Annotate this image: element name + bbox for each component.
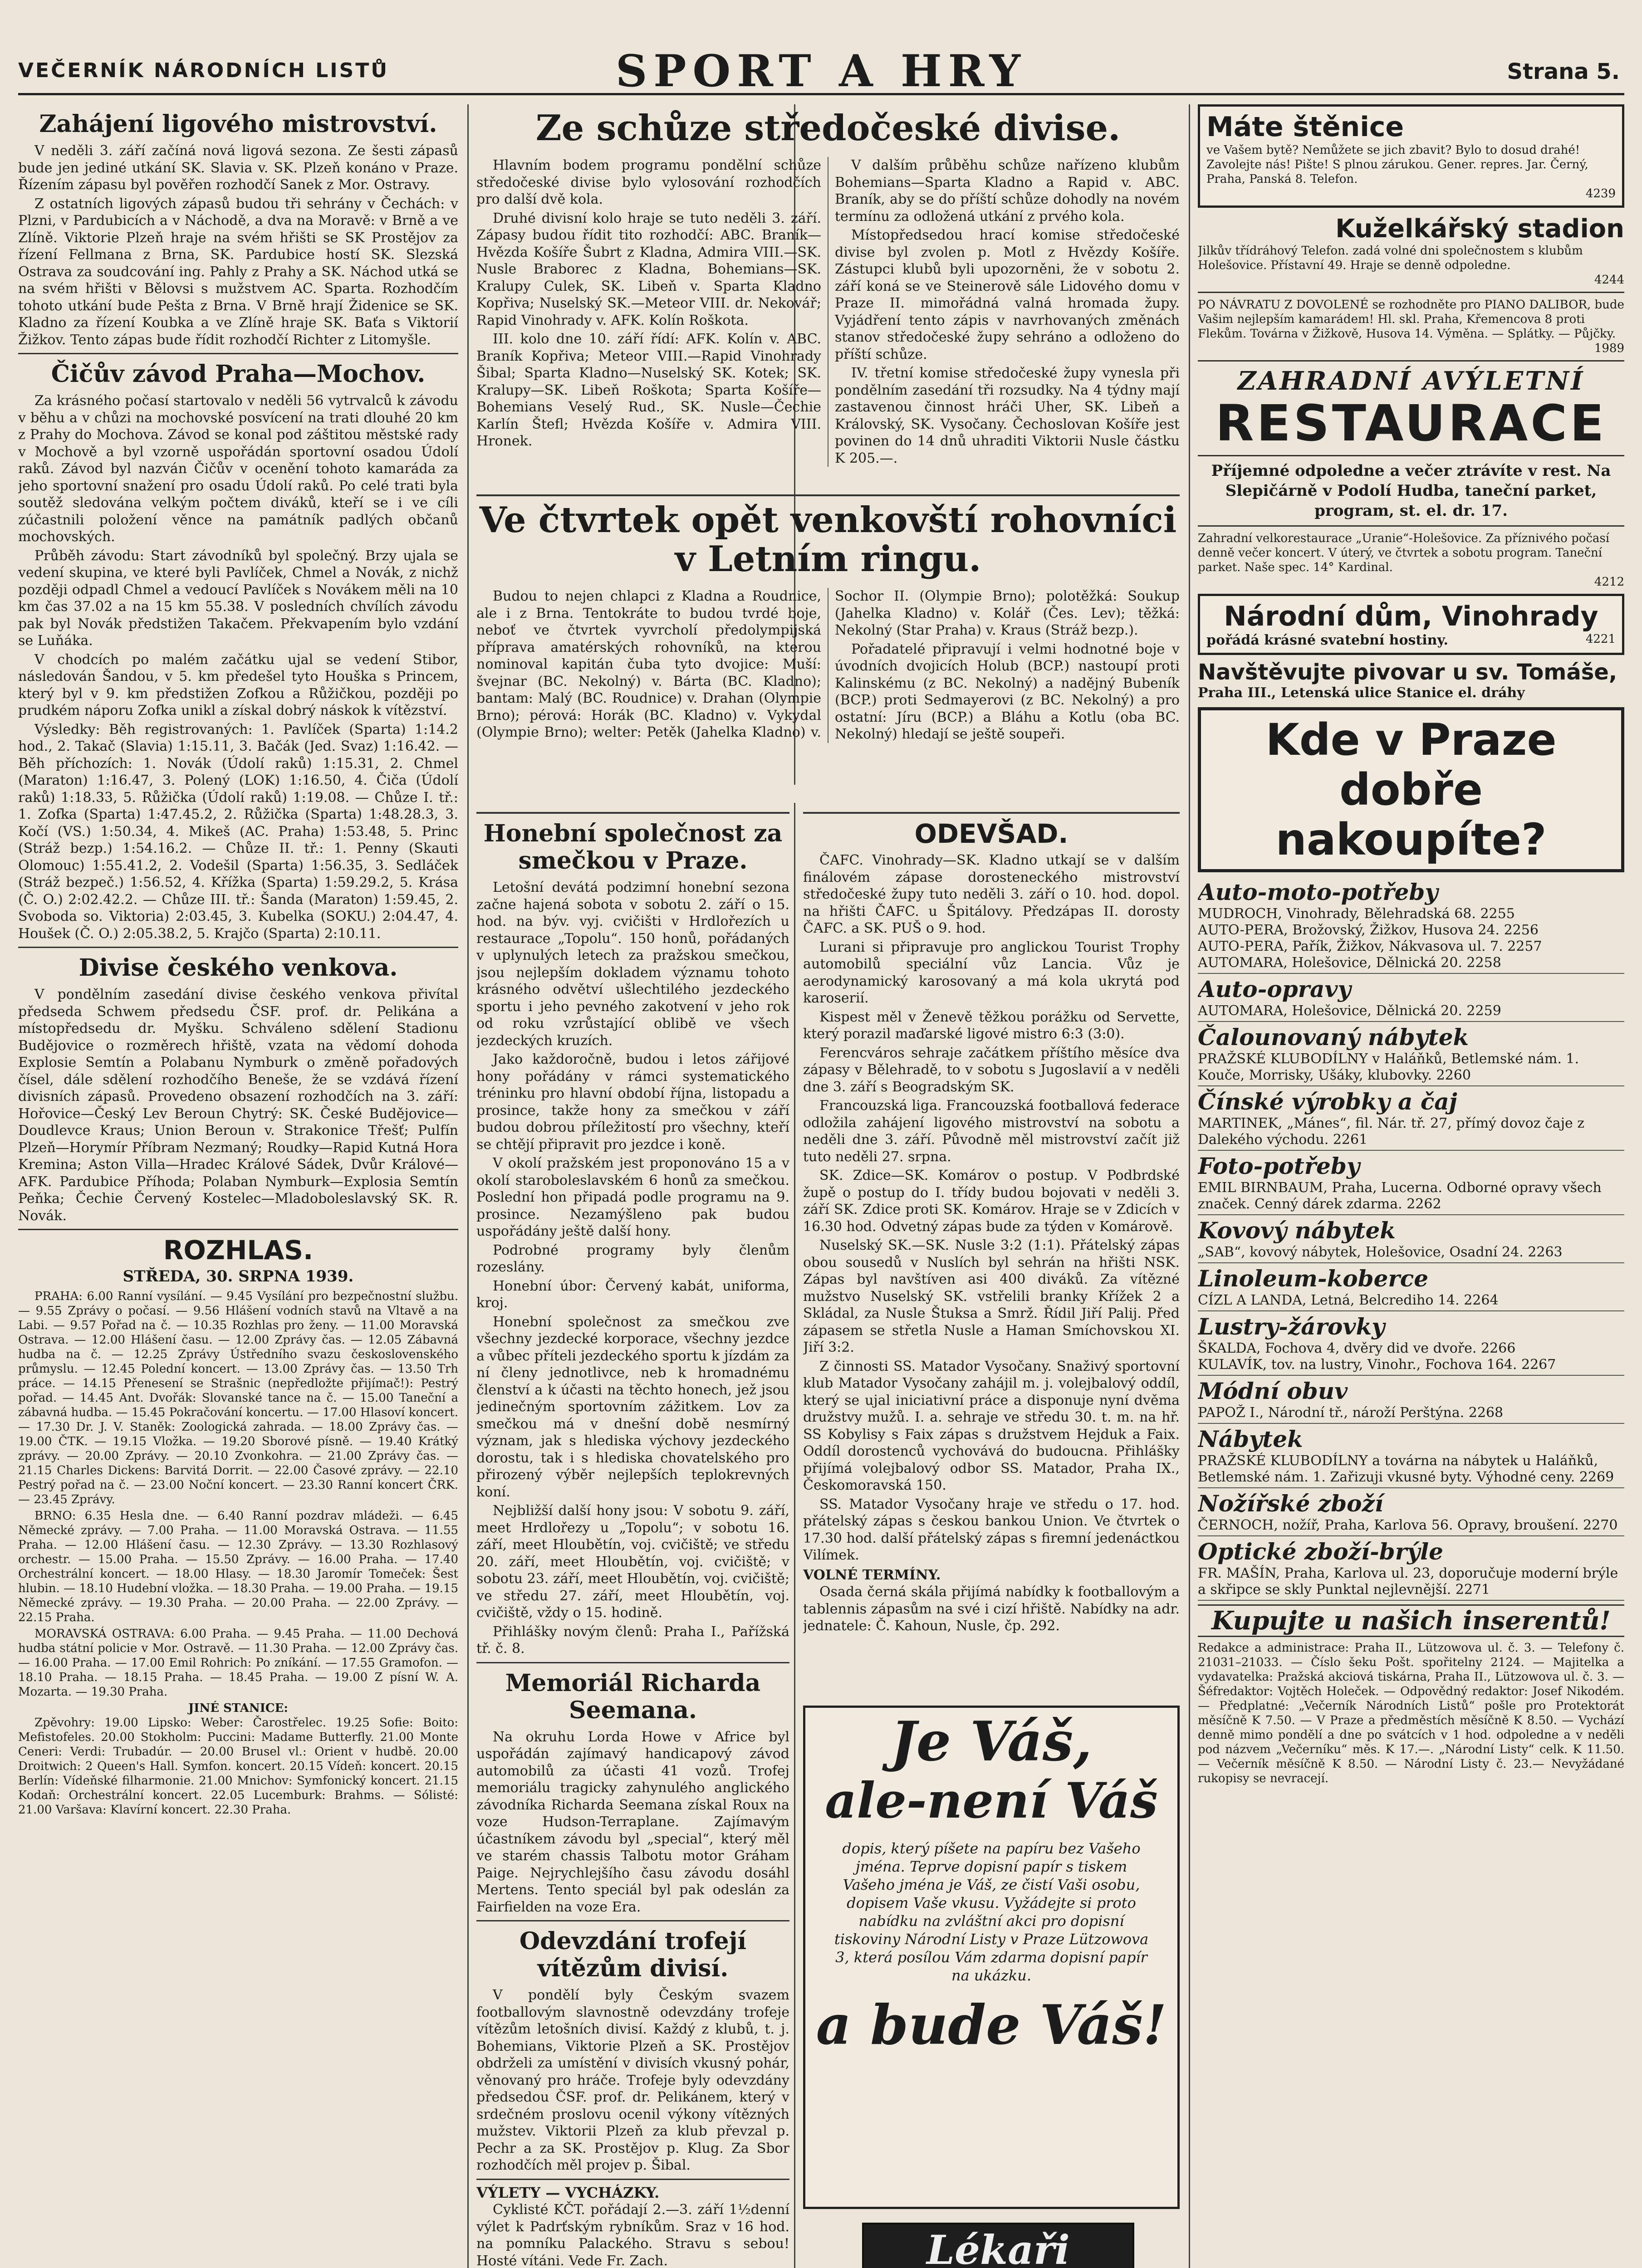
guide-category: Auto-moto-potřeby: [1198, 879, 1438, 905]
news-item: Lurani si připravuje pro anglickou Tourist Trophy automobilů speciální vůz Lancia. Vůz je aerodynamický karosovaný a má kola ukrytá pod karoserií.: [803, 939, 1180, 1006]
stationery-ad: [803, 1706, 1180, 2209]
boxing-article: [476, 494, 1180, 812]
section-heading: VÝLETY — VYCHÁZKY.: [476, 2184, 660, 2201]
guide-category: Optické zboží-brýle: [1198, 1538, 1443, 1565]
radio-program: Zpěvohry: 19.00 Lipsko: Weber: Čarostřelec. 19.25 Sofie: Boito: Mefistofeles. 20.00 Stokholm: Puccini: Madame Butterfly. 21.00 Monte Ceneri: Verdi: Trubadúr. — 20.00 Brusel vl.: Orient v hudbě. 20.00 Droitwich: 2 Queen's Hall. Symfon. koncert. 20.15 Vídeň: koncert. 20.15 Berlín: Vídeňské filharmonie. 21.00 Mnichov: Symfonický koncert. 21.15 Kodaň: Orchestrální koncert. 22.05 Lucemburk: Brahms. — Sólisté: 21.00 Varšava: Klavírní koncert. 22.30 Praha.: [18, 1716, 458, 1817]
ad-text: dopis, který píšete na papíru bez Vašeho jména. Teprve dopisní papír s tiskem Vašeho jména je Váš, ze čistí Vaši osobu, dopisem Vaše vkusu. Vyžádejte si proto nabídku na zvláštní akci pro dopisní tiskoviny Národní Listy v Praze Lützowova 3, která posílou Vám zdarma dopisní papír na ukázku.: [834, 1840, 1149, 1984]
imprint: Redakce a administrace: Praha II., Lützowova ul. č. 3. — Telefony č. 21031–21033. — Číslo šeku Pošt. spořitelny 2124. — Majitelka a vydavatelka: Pražská akciová tiskárna, Praha II., Lützowova ul. č. 3. — Šéfredaktor: Vojtěch Holeček. — Odpovědný redaktor: Josef Nikodém. — Předplatné: „Večerník Národních Listů“ pošle pro Protektorát měsíčně K 7.50. — V Praze a předměstích měsíčně K 8.50. — Vychází denně mimo pondělí a dne po svátcích v 1 hod. odpoledne a v neděli pod názvem „Večerníku“ měs. K 17.—. „Národní Listy“ celk. K 11.50. — Večerník měsíčně K 8.50. — Národní Listy č. 23.— Nevyžádané rukopisy se nevracejí.: [1198, 1641, 1624, 1785]
ad-number: 1989: [1594, 342, 1624, 355]
article-paragraph: Výsledky: Běh registrovaných: 1. Pavlíček (Sparta) 1:14.2 hod., 2. Takač (Slavia) 1:15.11, 3. Bačák (Jed. Svaz) 1:16.42. — Běh příchozích: 1. Novák (Údolí raků) 1:15.31, 2. Chmel (Maraton) 1:16.47, 3. Polený (LOK) 1:16.50, 4. Čiča (Údolí raků) 1:18.33, 5. Růžička (Údolí raků) 1:19.08. — Chůze I. tř.: 1. Zofka (Sparta) 1:47.45.2, 2. Růžička (Sparta) 1:48.28.3, 3. Kočí (VS.) 1:50.34, 4. Mikeš (AC. Praha) 1:53.48, 5. Princ (Stráž bezp.) 1:54.16.2. — Chůze II. tř.: 1. Penny (Skauti Olomouc) 1:55.41.2, 2. Vodešil (Sparta) 1:56.35, 3. Sedláček (Stráž bezpeč.) 1:56.52, 4. Křížka (Sparta) 1:59.29.2, 5. Krása (Č. O.) 2:02.42.2. — Chůze III. tř.: Šanda (Maraton) 1:59.45, 2. Svoboda so. Viktoria) 2:03.45, 3. Kubelka (SOKU.) 2:04.47, 4. Houšek (Č. O.) 2:05.38.2, 5. Krajčo (Sparta) 2:10.11.: [18, 721, 458, 942]
pest-control-ad: [1198, 104, 1624, 208]
article-title: Ve čtvrtek opět venkovští rohovníci v Letním ringu.: [479, 499, 1177, 580]
guide-category: Čalounovaný nábytek: [1198, 1024, 1469, 1051]
shopping-guide-list: [1198, 879, 1624, 1601]
guide-entry: MUDROCH, Vinohrady, Bělehradská 68. 2255: [1198, 906, 1515, 922]
article-paragraph: Přihlášky novým členů: Praha I., Pařížská tř. č. 8.: [476, 1623, 789, 1657]
guide-category: Auto-opravy: [1198, 976, 1351, 1002]
article-paragraph: V neděli 3. září začíná nová ligová sezona. Ze šesti zápasů bude jen jediné utkání SK. Slavia v. SK. Plzeň konáno v Praze. Řízením zápasu byl pověřen rozhodčí Sanek z Mor. Ostravy.: [18, 143, 458, 193]
ad-text: Jilkův třídráhový Telefon. zadá volné dni společnostem s klubům Holešovice. Přístavní 49. Hraje se denně odpoledne.: [1198, 244, 1583, 272]
ad-headline: ale-není Váš: [825, 1772, 1158, 1829]
article-paragraph: Honební společnost za smečkou zve všechny jezdecké korporace, všechny jezdce a vůbec příteli jezdeckého sportu k jízdám za ní členy jednotlivce, neb k hromadnému členství a k účasti na těchto honech, jež jsou jedinečným sportovním zážitkem. Lov za smečkou má v dnešní době nesmírný význam, jak s hlediska výchovy jezdeckého dorostu, tak i s hlediska chovatelského pro přirozený výběr nejlepších teplokrevných koní.: [476, 1314, 789, 1500]
guide-category: Lustry-žárovky: [1198, 1313, 1385, 1340]
ad-headline: a bude Váš!: [816, 1993, 1167, 2057]
ad-headline: Navštěvujte pivovar u sv. Tomáše,: [1198, 660, 1617, 685]
article-paragraph: V chodcích po malém začátku ujal se vedení Stibor, následován Šandou, v 5. km předešel tyto Houška s Princem, který byl v 9. km předstižen Zofkou a Růžičkou, později po prudkém náporu Zofka unikl a získal dobrý náskok k vítězství.: [18, 651, 458, 719]
column-divider: [467, 104, 469, 2268]
guide-entry: EMIL BIRNBAUM, Praha, Lucerna. Odborné opravy všech značek. Cenný dárek zdarma. 2262: [1198, 1180, 1602, 1212]
ad-headline: Máte štěnice: [1206, 111, 1404, 143]
guide-entry: AUTO-PERA, Brožovský, Žižkov, Husova 24. 2256: [1198, 922, 1539, 938]
article-title: Čičův závod Praha—Mochov.: [51, 360, 426, 388]
article-title: Odevzdání trofejí vítězům divisí.: [519, 1927, 747, 1982]
column-4: [1198, 104, 1624, 2268]
guide-category: Kovový nábytek: [1198, 1217, 1396, 1244]
guide-entry: CÍZL A LANDA, Letná, Belcrediho 14. 2264: [1198, 1292, 1499, 1308]
bowling-ad: [1198, 214, 1624, 287]
article-paragraph: V pondělí byly Českým svazem footballovým slavnostně odevzdány trofeje vítězům letošních divisí. Každý z klubů, t. j. Bohemians, Viktorie Plzeň a SK. Prostějov obdrželi za umístění v divisích vkusný pohár, věnovaný pro hráče. Trofeje byly odevzdány předsedou ČSF. prof. dr. Pelikánem, který v srdečném proslovu ocenil výkony vítězných mužstev. Viktorii Plzeň za klub převzal p. Pechr a za SK. Prostějov p. Klug. Za Sbor rozhodčích měl projev p. Šibal.: [476, 1987, 789, 2173]
article-title: Zahájení ligového mistrovství.: [39, 110, 437, 138]
guide-entry: AUTO-PERA, Pařík, Žižkov, Nákvasova ul. 7. 2257: [1198, 938, 1542, 954]
guide-entry: AUTOMARA, Holešovice, Dělnická 20. 2259: [1198, 1003, 1501, 1019]
piano-ad: [1198, 298, 1624, 356]
article-title: Honební společnost za smečkou v Praze.: [483, 820, 783, 875]
column-divider: [1189, 104, 1190, 2268]
guide-category: Nábytek: [1198, 1426, 1303, 1452]
article-paragraph: Za krásného počasí startovalo v neděli 56 vytrvalců k závodu v běhu a v chůzi na mochovské posvícení na trati dlouhé 20 km z Prahy do Mochova. Závod se konal pod záštitou městské rady v Mochově a byl vzorně uspořádán sportovní osadou Údolí raků. Závod byl nazván Čičův v ocenění tohoto kamaráda za jeho sportovní snažení pro osadu Údolí raků. Po celé trati byla soutěž sledována velkým počtem diváků, kteří se i ve cíli zúčastnili položení věnce na památník padlých občanů mochovských.: [18, 393, 458, 545]
ad-text: pořádá krásné svatební hostiny.: [1206, 632, 1448, 648]
narodni-dum-ad: [1198, 594, 1624, 655]
news-item: Ferencváros sehraje začátkem příštího měsíce dva zápasy v Bělehradě, to v sobotu s Jugoslavií a v neděli dne 3. září s Beogradským SK.: [803, 1045, 1180, 1095]
article-paragraph: Honební úbor: Červený kabát, uniforma, kroj.: [476, 1278, 789, 1311]
news-item: SS. Matador Vysočany hraje ve středu o 17. hod. přátelský zápas s českou bankou Union. Ve čtvrtek o 17.30 hod. další přátelský zápas s firemní jedenáctkou Vilímek.: [803, 1496, 1180, 1563]
article-paragraph: Nejbližší další hony jsou: V sobotu 9. září, meet Hrdlořezy u „Topolu“; v sobotu 16. září, meet Hloubětín, voj. cvičiště; ve středu 20. září, meet Hloubětín, voj. cvičiště; v sobotu 23. září, meet Hloubětín, voj. cvičiště; ve středu 27. září, meet Hloubětín, voj. cvičiště, vždy o 15. hodině.: [476, 1503, 789, 1621]
ad-headline: Kuželkářský stadion: [1335, 214, 1624, 244]
guide-entry: PRAŽSKÉ KLUBODÍLNY a továrna na nábytek u Haláňků, Betlemské nám. 1. Zařizuji vkusné byty. Výhodné ceny. 2269: [1198, 1453, 1614, 1485]
guide-entry: FR. MAŠÍN, Praha, Karlova ul. 23, doporučuje moderní brýle a skřipce se skly Punktal nejlevnější. 2271: [1198, 1565, 1618, 1598]
guide-category: Foto-potřeby: [1198, 1153, 1360, 1179]
broadcast-date: STŘEDA, 30. SRPNA 1939.: [123, 1267, 354, 1286]
section-heading: VOLNÉ TERMÍNY.: [803, 1567, 941, 1583]
buy-from-advertisers: Kupujte u našich inserentů!: [1198, 1604, 1624, 1637]
article-title: Ze schůze středočeské divise.: [535, 108, 1121, 149]
guide-category: Nožířské zboží: [1198, 1490, 1383, 1517]
article-paragraph: Jako každoročně, budou i letos zářijové hony pořádány v rámci systematického tréninku pro hlavní období října, listopadu a prosince, takže hony za smečkou v září budou dobrou příležitostí pro všechny, kteří se chtějí připravit pro jezdce i koně.: [476, 1051, 789, 1153]
article-title: Divise českého venkova.: [78, 954, 398, 982]
news-item: ČAFC. Vinohrady—SK. Kladno utkají se v dalším finálovém zápase dorosteneckého mistrovství středočeské župy tuto neděli 3. září o 10. hod. dopol. na hřišti ČAFC. u Špitálovy. Předzápas II. dorosty ČAFC. a SK. PUŠ o 9. hod.: [803, 852, 1180, 936]
article-paragraph: Místopředsedou hrací komise středočeské divise byl zvolen p. Motl z Hvězdy Košíře. Zástupci klubů byli upozorněni, že v sobotu 2. září koná se ve Steinerově sále Lidového domu v Praze II. mimořádná valná hromada župy. Vyjádření tento zápis v navrhovaných změnách stanov středočeské župy sehráno a odloženo do příští schůze.: [835, 227, 1180, 362]
guide-entry: AUTOMARA, Holešovice, Dělnická 20. 2258: [1198, 955, 1501, 971]
article-paragraph: Průběh závodu: Start závodníků byl společný. Brzy ujala se vedení skupina, ve které byli Pavlíček, Chmel a Novák, z nichž později odpadl Chmel a vedoucí Pavlíček s Novákem měli na 10 km čas 37.02 a na 15 km 55.38. V posledních chvílích závodu pak byl Novák předstižen Takačem. Překvapením bylo vzdání se Luňáka.: [18, 547, 458, 649]
article-title: Memoriál Richarda Seemana.: [505, 1669, 761, 1724]
restaurant-ad-title: RESTAURACE: [1215, 394, 1607, 452]
ad-number: 4221: [1585, 632, 1616, 646]
ad-number: 4239: [1585, 187, 1616, 200]
article-title: ODEVŠAD.: [914, 818, 1069, 849]
column-3: [803, 812, 1180, 1696]
guide-entry: „SAB“, kovový nábytek, Holešovice, Osadní 24. 2263: [1198, 1244, 1563, 1260]
article-paragraph: V okolí pražském jest proponováno 15 a v okolí staroboleslavském 6 honů za smečkou. Poslední hon připadá podle programu na 9. prosince. Nezamýšleno pak budou uspořádány ještě další hony.: [476, 1155, 789, 1239]
news-item: Z činnosti SS. Matador Vysočany. Snaživý sportovní klub Matador Vysočany zahájil m. j. volejbalový oddíl, který se ujal iniciativní práce a disponuje nyní dvěma družstvy mužů. I. a. sehraje ve středu 30. t. m. na hř. SS Kobylisy s Faix zápas s družstvem Hejduk a Faix. Oddíl dorostenců vychovává do budoucna. Přihlášky přijímá volejbalový odbor SS. Matador, Praha IX., Českomoravská 150.: [803, 1358, 1180, 1493]
doctors-banner: [862, 2223, 1134, 2268]
shopping-guide-header: [1198, 707, 1624, 872]
news-item: Nuselský SK.—SK. Nusle 3:2 (1:1). Přátelský zápas obou sousedů v Nuslích byl sehrán na hřišti NSK. Zápas byl navštíven asi 400 diváků. Za vítězné mužstvo Nuselský SK. vstřelili branky Křížek 2 a Skládal, za Nusle Štuksa a Smrž. Řídil Jiří Palij. Před zápasem se střetla Nusle a Haman Smíchovskou XI. Jiří 3:2.: [803, 1237, 1180, 1355]
guide-entry: PAPOŽ I., Národní tř., nároží Perštýna. 2268: [1198, 1405, 1504, 1421]
article-paragraph: Hlavním bodem programu pondělní schůze středočeské divise bylo vylosování rozhodčích pro další dvě kola.: [476, 157, 821, 207]
ad-text: Praha III., Letenská ulice Stanice el. dráhy: [1198, 685, 1525, 701]
article-paragraph: Z ostatních ligových zápasů budou tři sehrány v Čechách: v Plzni, v Pardubicích a v Náchodě, a dva na Moravě: v Brně a ve Zlíně. Viktorie Plzeň hraje na svém hřišti se SK Prostějov za řízení Fellmana z Brna, SK. Pardubice hostí SK. Slezská Ostrava za soudcování ing. Pahly z Prahy a SK. Náchod utká se na svém hřišti v Bělovsi s mužstvem AC. Sparta. Rozhodčím tohoto utkání bude Pešta z Brna. V Brně hrají Židenice se SK. Kladno za řízení Koubka a ve Zlíně hraje SK. Baťa s Viktorií Žižkov. Tento zápas bude řídit rozhodčí Richter z Litomyšle.: [18, 196, 458, 348]
article-paragraph: III. kolo dne 10. září řídí: AFK. Kolín v. ABC. Braník Kopřiva; Meteor VIII.—Rapid Vinohrady Šibal; Sparta Kladno—Nuselský SK. Kotek; SK. Kralupy—SK. Libeň Roškota; Sparta Košíře—Bohemians Veselý Rud., SK. Nusle—Čechie Karlín Štefl; Hvězda Košíře v. Admira VIII. Hronek.: [476, 331, 821, 449]
column-2-lower: [476, 812, 789, 2268]
article-paragraph: Cyklisté KČT. pořádají 2.—3. září 1½denní výlet k Padrťským rybníkům. Sraz v 16 hod. na pomníku Palackého. Stravu s sebou! Hosté vítáni. Vede Fr. Zach.: [476, 2202, 789, 2268]
guide-entry: PRAŽSKÉ KLUBODÍLNY v Haláňků, Betlemské nám. 1. Kouče, Morrisky, Ušáky, klubovky. 2260: [1198, 1051, 1579, 1083]
radio-program: BRNO: 6.35 Hesla dne. — 6.40 Ranní pozdrav mládeži. — 6.45 Německé zprávy. — 7.00 Praha. — 11.00 Moravská Ostrava. — 11.55 Praha. — 12.00 Hlášení času. — 12.30 Zprávy. — 13.30 Rozhlasový orchestr. — 15.00 Praha. — 15.50 Zprávy. — 16.00 Praha. — 17.40 Orchestrální koncert. — 18.00 Hlasy. — 18.30 Jaromír Tomeček: Šest hlubin. — 18.10 Hudební vložka. — 18.30 Praha. — 19.00 Praha. — 19.15 Německé zprávy. — 19.30 Praha. — 20.00 Praha. — 22.00 Zprávy. — 22.15 Praha.: [18, 1509, 458, 1624]
article-paragraph: Druhé divisní kolo hraje se tuto neděli 3. září. Zápasy budou řídit tito rozhodčí: ABC. Braník—Hvězda Košíře Šubrt z Kladna, Admira VIII.—SK. Nusle Braborec z Kladna, Bohemians—SK. Kralupy Culek, SK. Libeň v. Sparta Kladno Kopřiva; Nuselský SK.—Meteor VIII. dr. Nekovář; Rapid Vinohrady v. AFK. Kolín Roškota.: [476, 210, 821, 328]
restaurant-ad: Příjemné odpoledne a večer ztrávíte v rest. Na Slepičárně v Podolí Hudba, taneční parket, program, st. el. dr. 17.: [1211, 462, 1611, 520]
news-item: Francouzská liga. Francouzská footballová federace odložila zahájení ligového mistrovství na sobotu a neděli dne 3. září. Původně měl mistrovství začít již tuto neděli 27. srpna.: [803, 1098, 1180, 1165]
radio-program: MORAVSKÁ OSTRAVA: 6.00 Praha. — 9.45 Praha. — 11.00 Dechová hudba státní policie v Mor. Ostravě. — 11.30 Praha. — 12.00 Zprávy čas. — 16.00 Praha. — 17.00 Emil Rohrich: Po zníkání. — 17.55 Gramofon. — 18.10 Praha. — 18.15 Praha. — 18.45 Praha. — 19.00 Z písní W. A. Mozarta. — 19.30 Praha.: [18, 1627, 458, 1699]
guide-entry: KULAVÍK, tov. na lustry, Vinohr., Fochova 164. 2267: [1198, 1357, 1556, 1373]
ad-number: 4244: [1594, 273, 1624, 287]
ad-text: PO NÁVRATU Z DOVOLENÉ se rozhodněte pro PIANO DALIBOR, bude Vašim nejlepším kamarádem! Hl. skl. Praha, Křemencova 8 proti Flekům. Továrna v Žižkově, Husova 14. Výměna. — Splátky. — Půjčky.: [1198, 298, 1624, 341]
article-paragraph: Pořadatelé připravují i velmi hodnotné boje v úvodních dvojicích Holub (BCP.) nastoupí proti Kalinskému (z BC. Nekolný) a nadějný Bubeník (BCP.) proti Sedmayerovi (z BC. Nekolný) a pro ostatní: Jíru (BCP.) a Bláhu a Kotlu (oba BC. Nekolný) hledají se ještě soupeři.: [835, 641, 1180, 742]
article-paragraph: Letošní devátá podzimní honební sezona začne hajená sobota v sobotu 2. září o 15. hod. na býv. vyj. cvičišti v Hrdlořezích u restaurace „Topolu“. 150 honů, pořádaných v uplynulých letech za pražskou smečkou, jsou nejlepším dokladem významu tohoto krásného odvětví ušlechtilého jezdeckého sportu i jeho pevného zakotvení v jeho rok od roku vzrůstající oblibě ve všech jezdeckých kruzích.: [476, 880, 789, 1049]
article-paragraph: V pondělním zasedání divise českého venkova přivítal předseda Schwem předsedu ČSF. prof. dr. Pelikána a místopředsedu dr. Myšku. Schváleno sdělení Stadionu Budějovice o rozměrech hřiště, vzata na vědomí dohoda Explosie Semtín a Polabanu Nymburk o změně pořadových čísel, dále sdělení rozhodčího Beneše, že se vzdává řízení divisních zápasů. Provedeno obsazení rozhodčích na 3. září: Hořovice—Český Lev Beroun Chytrý: SK. České Budějovice—Doudlevce Kraus; Union Beroun v. Strakonice Třešť; Pulfín Plzeň—Horymír Příbram Nezmaný; Roudky—Rapid Kutná Hora Kremina; Aston Villa—Hradec Králové Sádek, Dvůr Králové—AFK. Pardubice Příhoda; Polaban Nymburk—Explosia Semtín Peňka; Čechie Červený Kostelec—Mladoboleslavský SK. R. Novák.: [18, 987, 458, 1224]
article-paragraph: Podrobné programy byly členům rozeslány.: [476, 1242, 789, 1275]
page-number: Strana 5.: [1507, 59, 1620, 84]
guide-category: Módní obuv: [1198, 1378, 1348, 1404]
pivovar-ad: [1198, 660, 1624, 701]
article-paragraph: Budou to nejen chlapci z Kladna a Roudnice, ale i z Brna. Tentokráte to budou tvrdé boje, neboť ve čtvrtek vyvrcholí předolympijská příprava amatérských rohovníků, na kterou nominoval kapitán čuba tyto dvojice: Muší: švejnar (BC. Nekolný) v. Bárta (BC. Kladno); bantam: Malý (BC. Roudnice) v. Drahan (Olympie Brno); pérová: Horák (BC. Kladno) v. Vykydal (Olympie Brno); welter: Petěk (Jahelka Kladno) v. Sochor II. (Olympie Brno); polotěžká: Soukup (Jahelka Kladno) v. Kolář (Čes. Lev); těžká: Nekolný (Star Praha) v. Kraus (Stráž bezp.).: [476, 588, 1180, 740]
restaurant-ad-line: ZAHRADNÍ AVÝLETNÍ: [1237, 366, 1585, 396]
ad-headline: Je Váš,: [890, 1710, 1093, 1774]
guide-category: Linoleum-koberce: [1198, 1265, 1429, 1292]
guide-entry: ŠKALDA, Fochova 4, dvěry did ve dvoře. 2266: [1198, 1340, 1516, 1356]
section-title: SPORT A HRY: [615, 45, 1027, 95]
guide-category: Čínské výrobky a čaj: [1198, 1088, 1457, 1115]
guide-entry: MARTINEK, „Mánes“, fil. Nár. tř. 27, přímý dovoz čaje z Dalekého východu. 2261: [1198, 1115, 1585, 1148]
banner-title: Lékaři: [926, 2226, 1070, 2268]
guide-entry: ČERNOCH, nožíř, Praha, Karlova 56. Opravy, broušení. 2270: [1198, 1517, 1618, 1533]
article-paragraph: V dalším průběhu schůze nařízeno klubům Bohemians—Sparta Kladno a Rapid v. ABC. Braník, aby se do příští schůze dohodly na novém termínu za odložená utkání z prvého kola.: [835, 157, 1180, 225]
news-item: Kispest měl v Ženevě těžkou porážku od Servette, který porazil maďarské ligové mistro 6:3 (3:0).: [803, 1009, 1180, 1042]
article-paragraph: IV. třetní komise středočeské župy vynesla při pondělním zasedání tři rozsudky. Na 4 týdny mají zastavenou činnost hráči Uher, SK. Libeň a Královský, SK. Vysočany. Čechoslovan Košíře jest povinen do 14 dnů uhraditi Viktorii Nusle částku K 205.—.: [835, 365, 1180, 466]
masthead: [18, 45, 1624, 95]
ad-headline: Národní dům, Vinohrady: [1224, 601, 1598, 632]
column-1: [18, 104, 458, 2268]
guide-title: Kde v Praze dobře nakoupíte?: [1265, 714, 1557, 865]
radio-program: PRAHA: 6.00 Ranní vysílání. — 9.45 Vysílání pro bezpečnostní službu. — 9.55 Zprávy o počasí. — 9.56 Hlášení vodních stavů na Vltavě a na Labi. — 9.57 Pořad na č. — 10.35 Rozhlas pro ženy. — 11.00 Moravská Ostrava. — 12.00 Hlášení času. — 12.00 Zprávy čas. — 12.05 Zábavná hudba na č. — 12.25 Zprávy Ústředního svazu československého průmyslu. — 12.45 Polední koncert. — 13.00 Zprávy čas. — 13.50 Trh práce. — 14.15 Přenesení se Strašnic (nepředložte přijímač!): Pestrý pořad. — 14.45 Ant. Dvořák: Slovanské tance na č. — 15.00 Taneční a zábavná hudba. — 15.45 Pokračování koncertu. — 17.00 Hlasoví koncert. — 17.30 Dr. J. V. Staněk: Zoologická zahrada. — 18.00 Zprávy čas. — 19.00 ČTK. — 19.15 Vložka. — 19.20 Sborové písně. — 19.40 Krátký zprávy. — 20.00 Zprávy. — 20.10 Zvonkohra. — 21.00 Zprávy čas. — 21.15 Charles Dickens: Barvitá Dorrit. — 22.00 Časové zprávy. — 22.10 Pestrý pořad na č. — 23.00 Noční koncert. — 23.30 Ranní koncert ČRK. — 23.45 Zprávy.: [18, 1289, 458, 1506]
article-title: ROZHLAS.: [163, 1235, 314, 1266]
radio-subtitle: JINÉ STANICE:: [188, 1701, 288, 1715]
uranie-ad: [1198, 531, 1624, 589]
ad-text: ve Vašem bytě? Nemůžete se jich zbavit? Bylo to dosud drahé! Zavolejte nás! Pište! S plnou zárukou. Gener. repres. Jar. Černý, Praha, Panská 8. Telefon.: [1206, 143, 1588, 186]
column-divider: [794, 803, 795, 2268]
news-item: Osada černá skála přijímá nabídky k footballovým a tablennis zápasům na své i cizí hřiště. Nabídky na adr. jednatele: Č. Kahoun, Nusle, čp. 292.: [803, 1584, 1180, 1634]
news-item: SK. Zdice—SK. Komárov o postup. V Podbrdské župě o postup do I. třídy budou bojovati v neděli 3. září SK. Zdice proti SK. Komárov. Hraje se v Zdicích v 16.30 hod. Odvetný zápas bude za týden v Komárově.: [803, 1168, 1180, 1235]
paper-name: VEČERNÍK NÁRODNÍCH LISTŮ: [18, 59, 389, 82]
article-paragraph: Na okruhu Lorda Howe v Africe byl uspořádán zajímavý handicapový závod automobilů za účasti 41 vozů. Trofej memoriálu tragicky zahynulého anglického závodníka Richarda Seemana získal Roux na voze Hudson-Terraplane. Zajímavým účastníkem závodu byl „special“, který měl ve starém chassis Talbotu motor Gráham Paige. Nejrychlejšího času závodu dosáhl Mertens. Tento speciál byl pak odeslán za Fairfielden na voze Era.: [476, 1729, 789, 1915]
ad-text: Zahradní velkorestaurace „Uranie“-Holešovice. Za příznivého počasí denně večer koncert. V úterý, ve čtvrtek a sobotu program. Taneční parket. Naše spec. 14° Kardinal.: [1198, 532, 1610, 574]
ad-number: 4212: [1594, 575, 1624, 589]
